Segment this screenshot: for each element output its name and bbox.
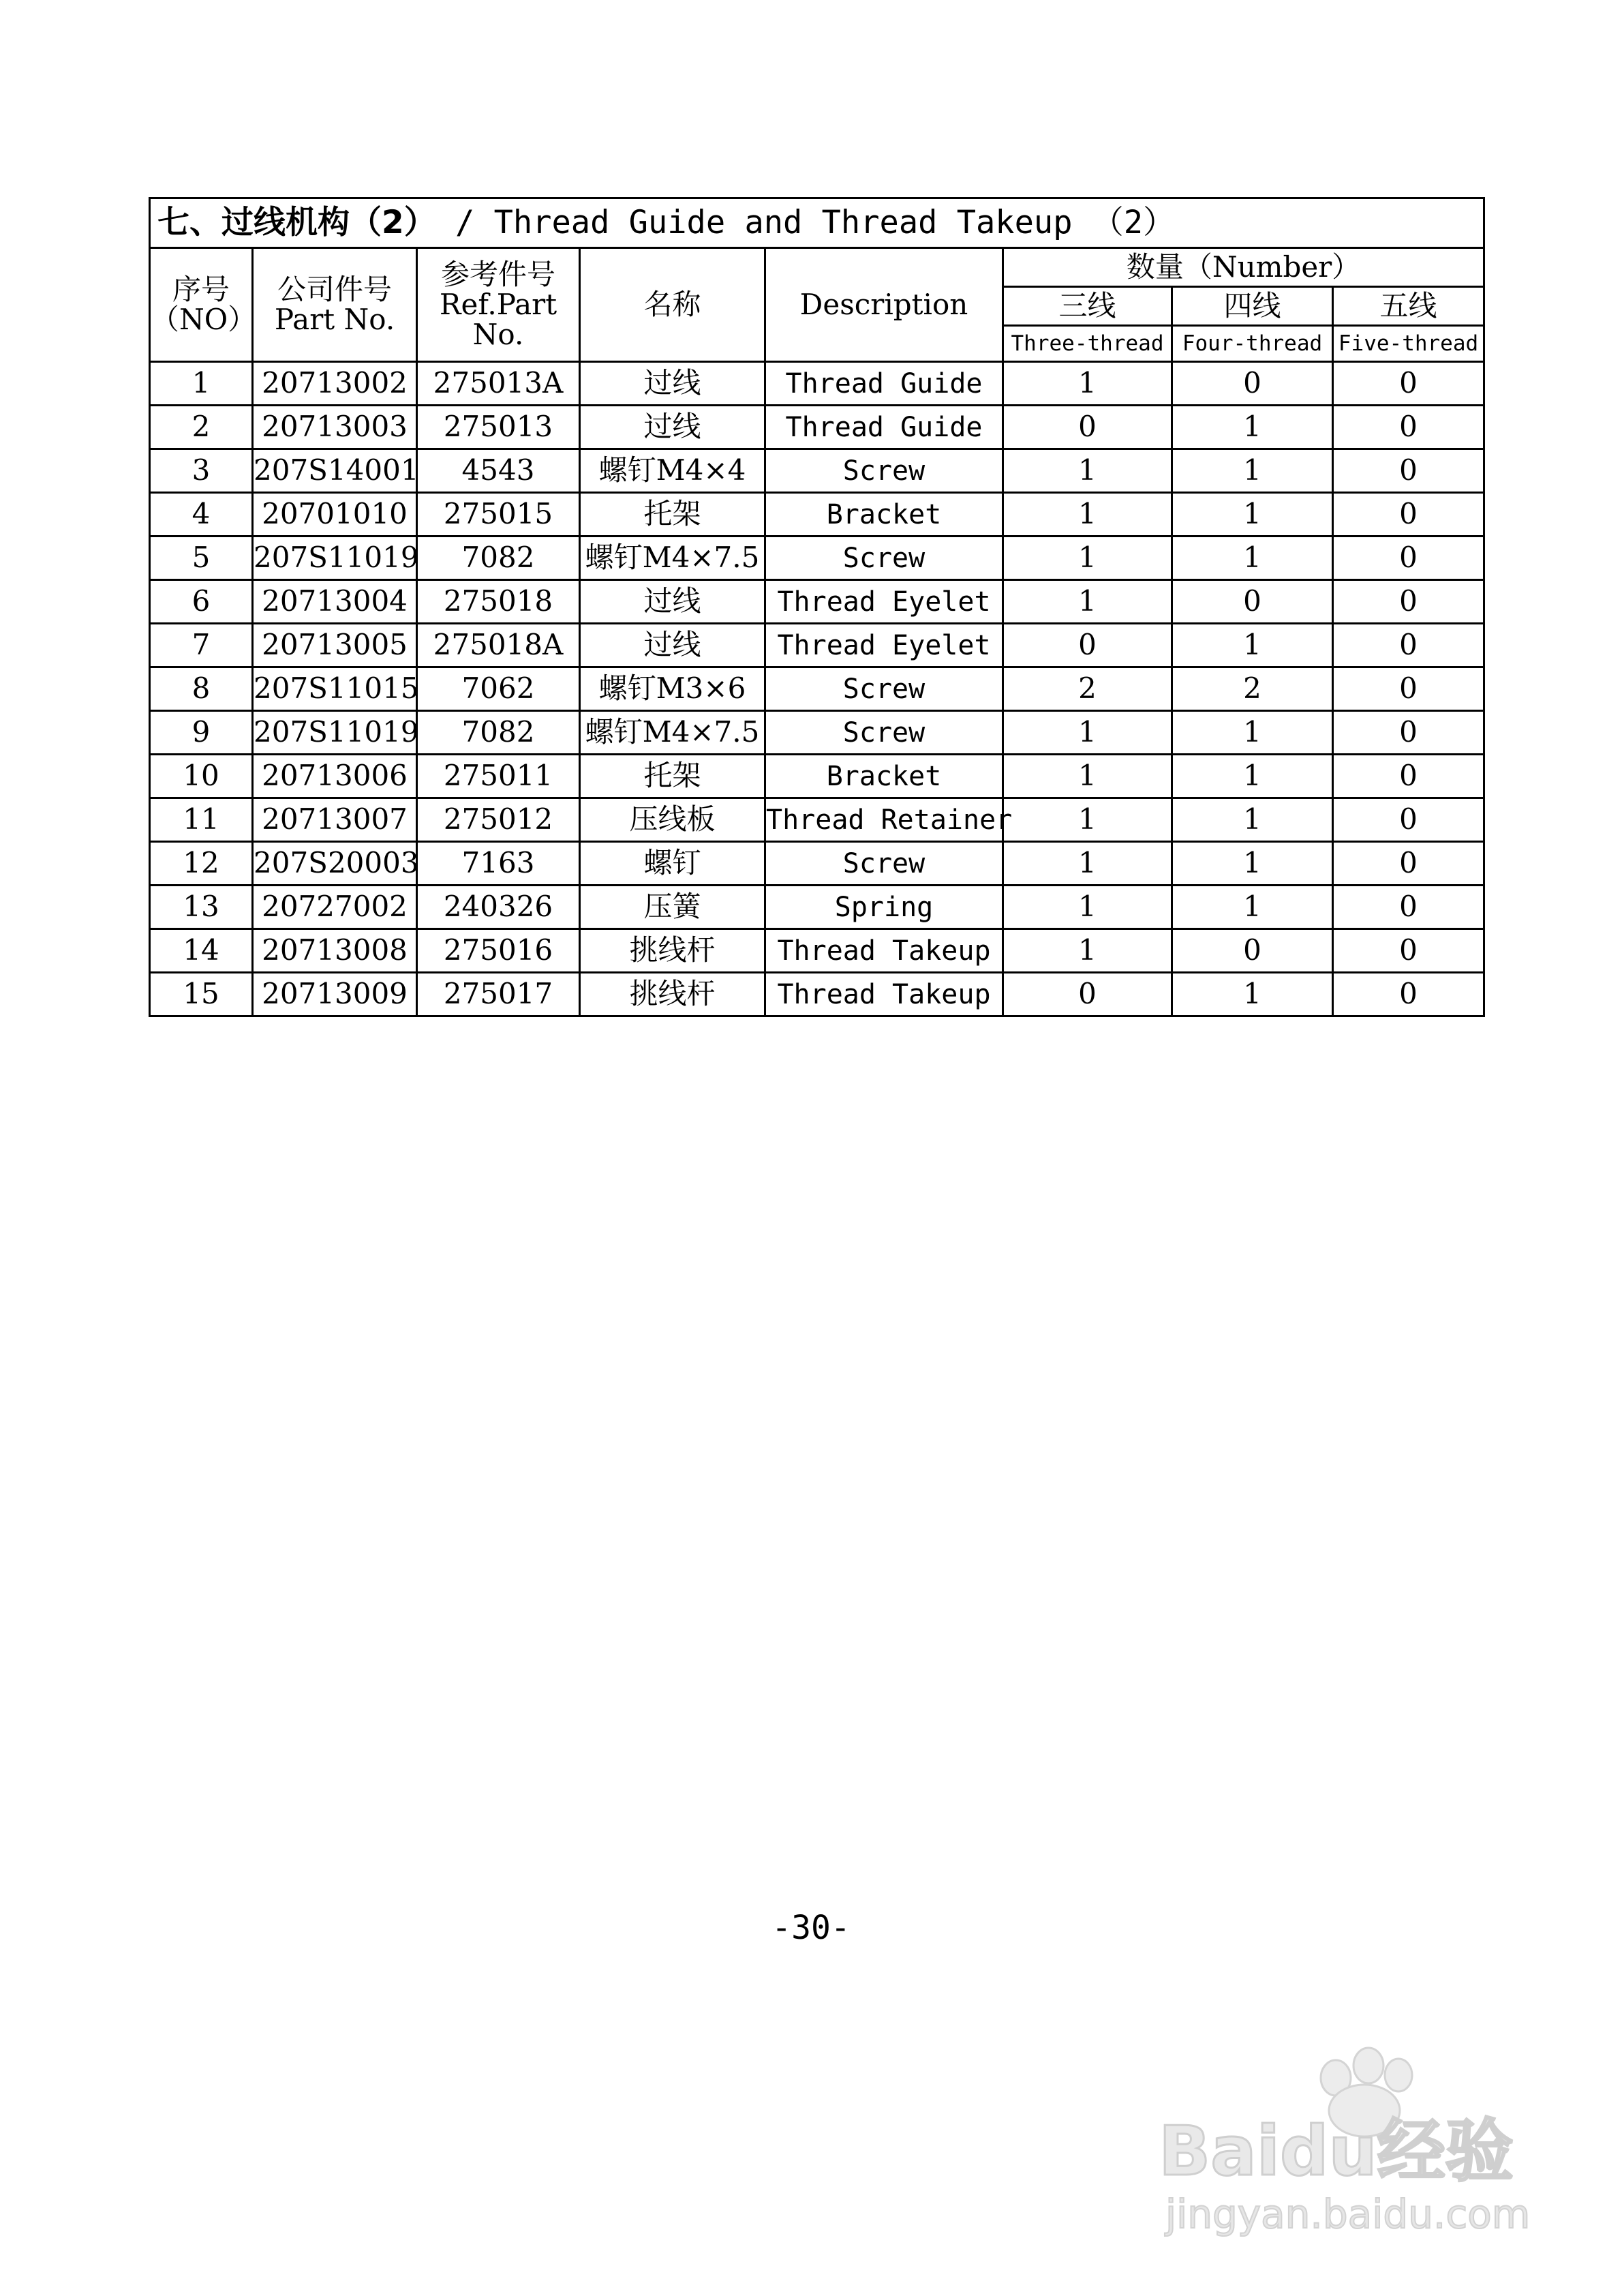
header-row	[150, 248, 1484, 287]
header-no-cn: 序号	[172, 272, 230, 306]
cell-qty-four-thread: 0	[1172, 929, 1333, 973]
cell-qty-five-thread: 0	[1333, 624, 1484, 667]
cell-part-no: 20727002	[253, 886, 417, 929]
cell-qty-five-thread: 0	[1333, 537, 1484, 580]
header-five-thread-cn: 五线	[1333, 287, 1484, 326]
cell-qty-four-thread: 1	[1172, 493, 1333, 537]
header-ref-part-no	[417, 248, 580, 362]
cell-no: 4	[150, 493, 253, 537]
cell-name-cn: 托架	[580, 493, 765, 537]
cell-qty-four-thread: 0	[1172, 580, 1333, 624]
cell-part-no: 20713007	[253, 798, 417, 842]
cell-no: 3	[150, 449, 253, 493]
cell-qty-four-thread: 1	[1172, 624, 1333, 667]
cell-no: 2	[150, 406, 253, 449]
cell-qty-three-thread: 0	[1003, 406, 1172, 449]
table-row	[150, 973, 1484, 1016]
table-row	[150, 886, 1484, 929]
cell-part-no: 207S11019	[253, 711, 417, 755]
cell-qty-four-thread: 1	[1172, 886, 1333, 929]
header-part-en: Part No.	[274, 303, 395, 336]
cell-part-no: 20713006	[253, 755, 417, 798]
cell-qty-four-thread: 0	[1172, 362, 1333, 406]
cell-qty-four-thread: 1	[1172, 406, 1333, 449]
cell-name-cn: 挑线杆	[580, 929, 765, 973]
cell-qty-three-thread: 1	[1003, 537, 1172, 580]
watermark-url: jingyan.baidu.com	[1165, 2191, 1531, 2237]
cell-ref-part-no: 7163	[417, 842, 580, 886]
table-row	[150, 580, 1484, 624]
table-row	[150, 842, 1484, 886]
cell-qty-five-thread: 0	[1333, 493, 1484, 537]
cell-qty-three-thread: 1	[1003, 493, 1172, 537]
cell-part-no: 207S20003	[253, 842, 417, 886]
cell-ref-part-no: 275012	[417, 798, 580, 842]
cell-description: Bracket	[765, 493, 1003, 537]
cell-qty-three-thread: 1	[1003, 580, 1172, 624]
cell-description: Spring	[765, 886, 1003, 929]
cell-description: Screw	[765, 449, 1003, 493]
cell-qty-three-thread: 1	[1003, 929, 1172, 973]
watermark-brand: Baidu经验	[1159, 2111, 1514, 2191]
table-row	[150, 537, 1484, 580]
cell-name-cn: 螺钉M4×4	[580, 449, 765, 493]
cell-name-cn: 过线	[580, 362, 765, 406]
header-part-cn: 公司件号	[277, 272, 392, 306]
cell-description: Screw	[765, 842, 1003, 886]
cell-qty-five-thread: 0	[1333, 449, 1484, 493]
cell-ref-part-no: 275016	[417, 929, 580, 973]
cell-part-no: 207S14001	[253, 449, 417, 493]
cell-ref-part-no: 7062	[417, 667, 580, 711]
table-row	[150, 755, 1484, 798]
cell-name-cn: 过线	[580, 406, 765, 449]
cell-description: Thread Guide	[765, 406, 1003, 449]
cell-ref-part-no: 240326	[417, 886, 580, 929]
cell-ref-part-no: 4543	[417, 449, 580, 493]
cell-no: 9	[150, 711, 253, 755]
cell-description: Bracket	[765, 755, 1003, 798]
header-no	[150, 248, 257, 362]
cell-no: 8	[150, 667, 253, 711]
cell-ref-part-no: 275015	[417, 493, 580, 537]
cell-qty-five-thread: 0	[1333, 886, 1484, 929]
cell-no: 11	[150, 798, 253, 842]
cell-description: Thread Takeup	[765, 929, 1003, 973]
cell-part-no: 20713005	[253, 624, 417, 667]
header-description: Description	[765, 248, 1003, 362]
header-five-thread-en: Five-thread	[1333, 326, 1484, 362]
table-title	[150, 198, 1484, 248]
cell-description: Thread Eyelet	[765, 580, 1003, 624]
cell-name-cn: 螺钉	[580, 842, 765, 886]
cell-ref-part-no: 7082	[417, 537, 580, 580]
cell-qty-five-thread: 0	[1333, 580, 1484, 624]
cell-qty-five-thread: 0	[1333, 929, 1484, 973]
cell-no: 1	[150, 362, 253, 406]
cell-qty-four-thread: 1	[1172, 537, 1333, 580]
cell-qty-four-thread: 1	[1172, 711, 1333, 755]
cell-name-cn: 过线	[580, 580, 765, 624]
cell-qty-five-thread: 0	[1333, 362, 1484, 406]
header-three-thread-en: Three-thread	[1003, 326, 1172, 362]
cell-qty-three-thread: 1	[1003, 449, 1172, 493]
cell-qty-three-thread: 2	[1003, 667, 1172, 711]
cell-ref-part-no: 275013A	[417, 362, 580, 406]
cell-part-no: 207S11019	[253, 537, 417, 580]
cell-qty-three-thread: 1	[1003, 755, 1172, 798]
cell-qty-five-thread: 0	[1333, 842, 1484, 886]
header-ref-en1: Ref.Part	[439, 287, 557, 321]
table-row	[150, 929, 1484, 973]
cell-name-cn: 压线板	[580, 798, 765, 842]
cell-qty-four-thread: 1	[1172, 798, 1333, 842]
cell-description: Thread Retainer	[765, 798, 1003, 842]
cell-name-cn: 螺钉M4×7.5	[580, 711, 765, 755]
cell-qty-five-thread: 0	[1333, 755, 1484, 798]
table-row	[150, 449, 1484, 493]
title-en: / Thread Guide and Thread Takeup （2）	[435, 204, 1176, 242]
header-four-thread-en: Four-thread	[1172, 326, 1333, 362]
header-name-cn: 名称	[580, 248, 765, 362]
cell-qty-five-thread: 0	[1333, 711, 1484, 755]
cell-part-no: 20713004	[253, 580, 417, 624]
header-ref-en2: No.	[472, 318, 524, 352]
cell-ref-part-no: 275017	[417, 973, 580, 1016]
parts-table	[149, 197, 1485, 1017]
table-row	[150, 406, 1484, 449]
cell-part-no: 20701010	[253, 493, 417, 537]
cell-name-cn: 螺钉M4×7.5	[580, 537, 765, 580]
title-cn: 七、过线机构（2）	[157, 204, 436, 242]
cell-part-no: 20713003	[253, 406, 417, 449]
cell-ref-part-no: 275018	[417, 580, 580, 624]
cell-qty-three-thread: 1	[1003, 886, 1172, 929]
cell-no: 15	[150, 973, 253, 1016]
cell-description: Screw	[765, 667, 1003, 711]
cell-description: Thread Eyelet	[765, 624, 1003, 667]
cell-no: 14	[150, 929, 253, 973]
cell-name-cn: 挑线杆	[580, 973, 765, 1016]
table-row	[150, 711, 1484, 755]
cell-description: Screw	[765, 537, 1003, 580]
header-four-thread-cn: 四线	[1172, 287, 1333, 326]
table-row	[150, 798, 1484, 842]
cell-no: 12	[150, 842, 253, 886]
cell-qty-three-thread: 0	[1003, 624, 1172, 667]
cell-qty-four-thread: 1	[1172, 755, 1333, 798]
cell-qty-five-thread: 0	[1333, 973, 1484, 1016]
header-quantity: 数量（Number）	[1003, 248, 1484, 287]
cell-ref-part-no: 7082	[417, 711, 580, 755]
table-row	[150, 362, 1484, 406]
header-three-thread-cn: 三线	[1003, 287, 1172, 326]
cell-qty-four-thread: 1	[1172, 842, 1333, 886]
header-no-en: （NO）	[151, 303, 257, 336]
cell-qty-five-thread: 0	[1333, 798, 1484, 842]
cell-ref-part-no: 275013	[417, 406, 580, 449]
page-number: -30-	[771, 1909, 851, 1947]
cell-part-no: 20713009	[253, 973, 417, 1016]
cell-ref-part-no: 275011	[417, 755, 580, 798]
cell-qty-four-thread: 1	[1172, 449, 1333, 493]
cell-name-cn: 托架	[580, 755, 765, 798]
cell-no: 13	[150, 886, 253, 929]
cell-qty-three-thread: 1	[1003, 798, 1172, 842]
cell-name-cn: 螺钉M3×6	[580, 667, 765, 711]
cell-ref-part-no: 275018A	[417, 624, 580, 667]
cell-qty-three-thread: 1	[1003, 711, 1172, 755]
baidu-jingyan-watermark	[1152, 2045, 1574, 2243]
table-row	[150, 624, 1484, 667]
cell-qty-four-thread: 1	[1172, 973, 1333, 1016]
cell-qty-three-thread: 1	[1003, 362, 1172, 406]
cell-qty-three-thread: 1	[1003, 842, 1172, 886]
table-row	[150, 667, 1484, 711]
header-part-no	[253, 248, 417, 362]
cell-no: 10	[150, 755, 253, 798]
header-ref-cn: 参考件号	[440, 257, 555, 291]
cell-description: Thread Guide	[765, 362, 1003, 406]
table-title-row	[150, 198, 1484, 248]
cell-description: Screw	[765, 711, 1003, 755]
cell-part-no: 207S11015	[253, 667, 417, 711]
cell-qty-five-thread: 0	[1333, 406, 1484, 449]
cell-part-no: 20713002	[253, 362, 417, 406]
table-row	[150, 493, 1484, 537]
cell-qty-four-thread: 2	[1172, 667, 1333, 711]
cell-no: 7	[150, 624, 253, 667]
cell-name-cn: 压簧	[580, 886, 765, 929]
cell-description: Thread Takeup	[765, 973, 1003, 1016]
cell-qty-three-thread: 0	[1003, 973, 1172, 1016]
cell-no: 5	[150, 537, 253, 580]
cell-qty-five-thread: 0	[1333, 667, 1484, 711]
cell-name-cn: 过线	[580, 624, 765, 667]
cell-part-no: 20713008	[253, 929, 417, 973]
cell-no: 6	[150, 580, 253, 624]
